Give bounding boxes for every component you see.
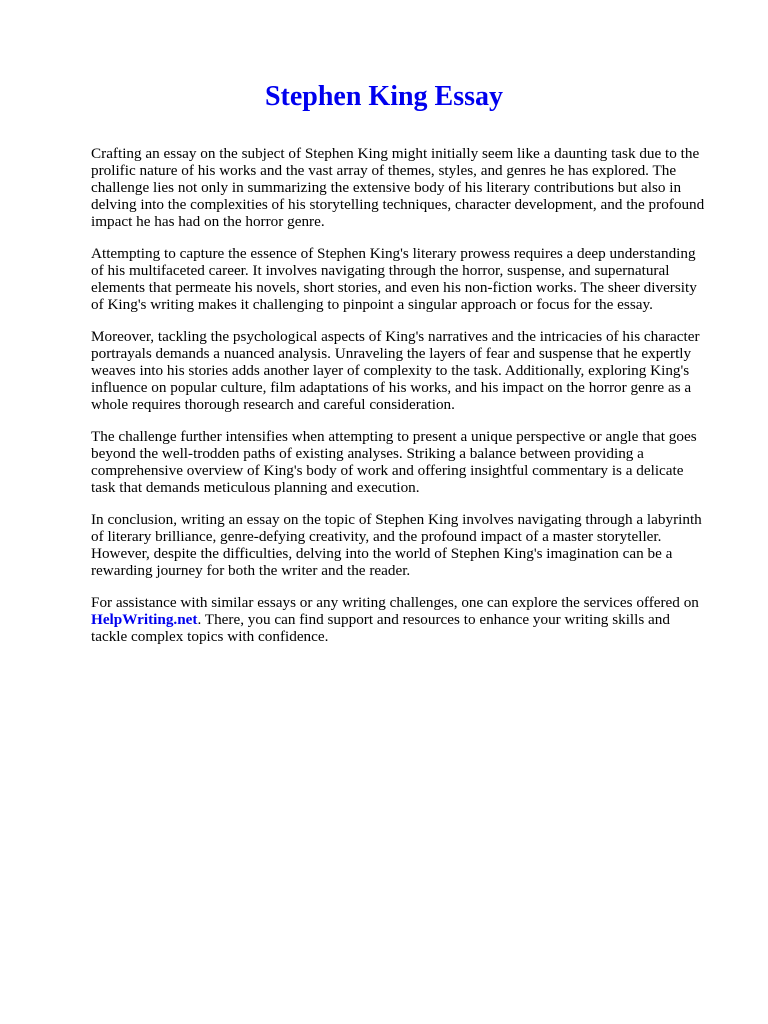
paragraph-1: Crafting an essay on the subject of Stephen King might initially seem like a daunting task due to the prolific nature of his works and the vast array of themes, styles, and genres he has explored. The challenge lies not only in summarizing the extensive body of his literary contributions but also in delving into the complexities of his storytelling techniques, character development, and the profound impact he has had on the horror genre. xyxy=(91,145,705,230)
paragraph-2: Attempting to capture the essence of Stephen King's literary prowess requires a deep understanding of his multifaceted career. It involves navigating through the horror, suspense, and supernatural elements that permeate his novels, short stories, and even his non-fiction works. The sheer diversity of King's writing makes it challenging to pinpoint a singular approach or focus for the essay. xyxy=(91,245,697,313)
helpwriting-link[interactable]: HelpWriting.net xyxy=(91,611,198,628)
essay-body xyxy=(91,145,731,660)
paragraph-6 xyxy=(91,594,731,645)
paragraph-6-outro: . There, you can find support and resources to enhance your writing skills and tackle complex topics with confidence. xyxy=(91,611,670,645)
paragraph-3: Moreover, tackling the psychological aspects of King's narratives and the intricacies of his character portrayals demands a nuanced analysis. Unraveling the layers of fear and suspense that he expertly weaves into his stories adds another layer of complexity to the task. Additionally, exploring King's influence on popular culture, film adaptations of his works, and his impact on the horror genre as a whole requires thorough research and careful consideration. xyxy=(91,328,700,413)
page-title: Stephen King Essay xyxy=(264,81,504,112)
paragraph-5: In conclusion, writing an essay on the topic of Stephen King involves navigating through a labyrinth of literary brilliance, genre-defying creativity, and the profound impact of a master storyteller. However, despite the difficulties, delving into the world of Stephen King's imagination can be a rewarding journey for both the writer and the reader. xyxy=(91,511,702,579)
paragraph-4: The challenge further intensifies when attempting to present a unique perspective or angle that goes beyond the well-trodden paths of existing analyses. Striking a balance between providing a comprehensive overview of King's body of work and offering insightful commentary is a delicate task that demands meticulous planning and execution. xyxy=(91,428,697,496)
paragraph-6-intro: For assistance with similar essays or any writing challenges, one can explore the services offered on xyxy=(91,594,699,611)
